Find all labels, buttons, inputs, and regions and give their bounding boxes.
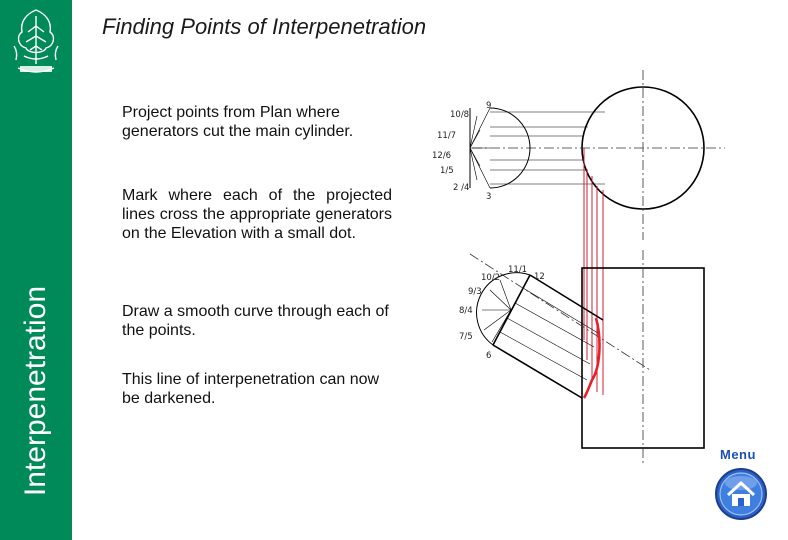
menu-label[interactable]: Menu [720, 447, 756, 462]
instruction-4: This line of interpenetration can now be darkened. [122, 371, 380, 407]
plan-label-12-6: 12/6 [432, 151, 452, 161]
vertical-title: Interpenetration [19, 285, 52, 497]
home-button[interactable] [714, 467, 768, 521]
elev-label-7-5: 7/5 [459, 332, 473, 342]
home-icon [714, 467, 768, 521]
elev-label-12: 12 [534, 272, 545, 282]
elev-label-9-3: 9/3 [468, 287, 482, 297]
branch-axis-line [470, 254, 650, 370]
elev-label-10-2: 10/2 [481, 273, 501, 283]
instruction-1: Project points from Plan where generators cut the main cylinder. [122, 104, 354, 140]
plan-label-1-5: 1/5 [440, 166, 454, 176]
elev-label-6: 6 [486, 351, 492, 361]
plan-label-3: 3 [486, 192, 492, 202]
elevation-generators [500, 288, 598, 380]
plan-label-2-4: 2 /4 [453, 183, 470, 193]
instruction-2: Mark where each of the projected lines cross the appropriate generators on the Elevation with a small dot. [122, 187, 392, 242]
plan-label-10-8: 10/8 [450, 110, 470, 120]
plan-label-9: 9 [486, 101, 492, 111]
elev-label-8-4: 8/4 [459, 306, 473, 316]
plan-centre-lines [472, 70, 725, 240]
elevation-division-rays [482, 280, 511, 342]
plan-label-11-7: 11/7 [437, 131, 457, 141]
slide-title: Finding Points of Interpenetration [102, 14, 427, 39]
instruction-3: Draw a smooth curve through each of the points. [122, 303, 389, 339]
plan-division-rays [470, 108, 490, 188]
elev-label-11-1: 11/1 [508, 265, 528, 275]
red-projection-lines [584, 148, 603, 395]
